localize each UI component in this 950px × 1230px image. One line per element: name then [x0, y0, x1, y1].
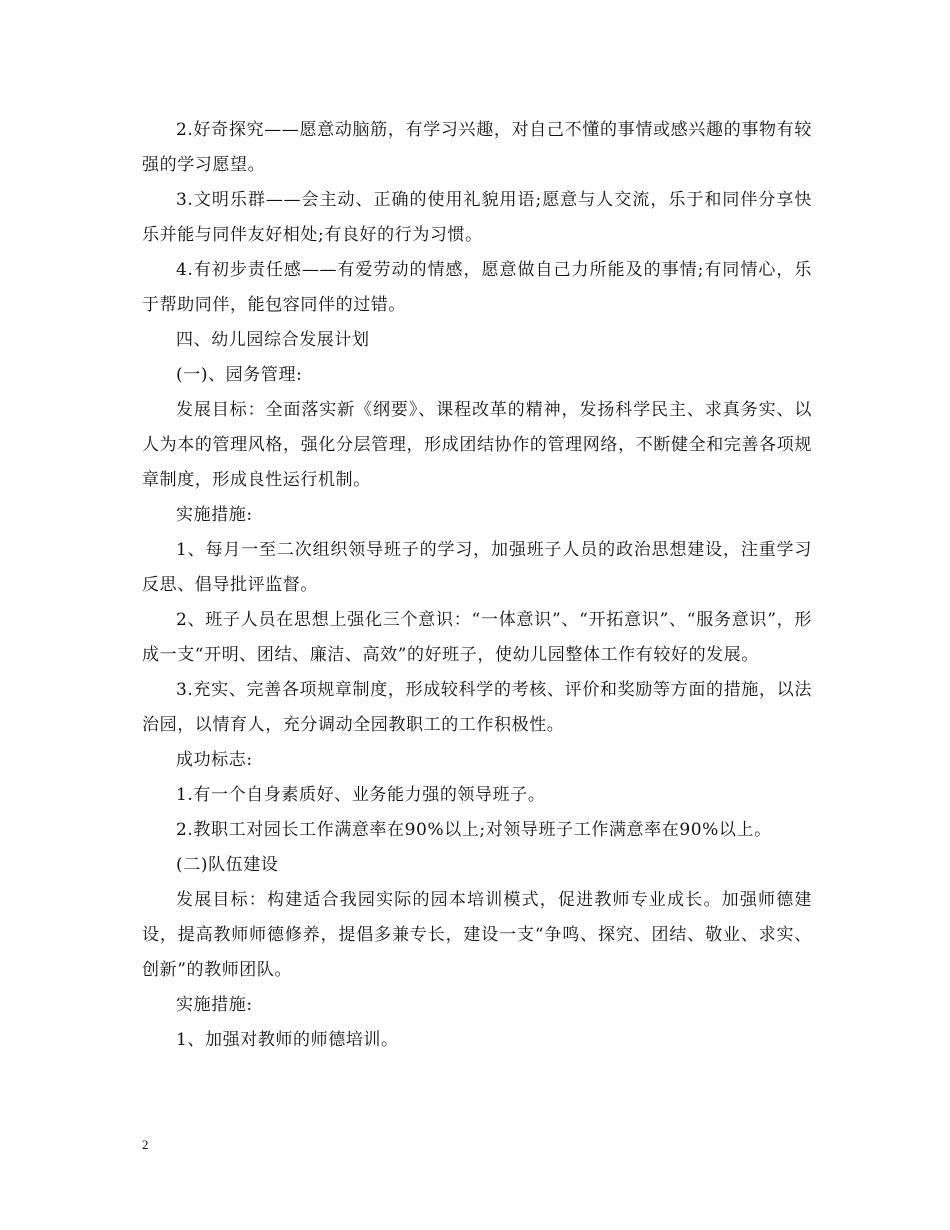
label-team-measures: 实施措施: [176, 995, 253, 1015]
paragraph-responsibility: 4.有初步责任感——有爱劳动的情感，愿意做自己力所能及的事情;有同情心，乐于帮助同伴，能包容同伴的过错。 [142, 260, 812, 315]
paragraph-indicator-1: 1.有一个自身素质好、业务能力强的领导班子。 [176, 785, 546, 805]
page-number: 2 [142, 1137, 149, 1152]
paragraph-curiosity: 2.好奇探究——愿意动脑筋，有学习兴趣，对自己不懂的事情或感兴趣的事物有较强的学习愿望。 [142, 120, 812, 175]
paragraph-measure-1: 1、每月一至二次组织领导班子的学习，加强班子人员的政治思想建设，注重学习反思、倡导批评监督。 [142, 540, 812, 595]
paragraph-management-goal: 发展目标：全面落实新《纲要》、课程改革的精神，发扬科学民主、求真务实、以人为本的管理风格，强化分层管理，形成团结协作的管理网络，不断健全和完善各项规章制度，形成良性运行机制。 [142, 400, 812, 490]
paragraph-indicator-2: 2.教职工对园长工作满意率在90%以上;对领导班子工作满意率在90%以上。 [176, 820, 772, 840]
document-body [142, 113, 812, 1058]
subsection-heading-team-building: (二)队伍建设 [176, 855, 279, 875]
paragraph-civility: 3.文明乐群——会主动、正确的使用礼貌用语;愿意与人交流，乐于和同伴分享快乐并能与同伴友好相处;有良好的行为习惯。 [142, 190, 812, 245]
subsection-heading-management: (一)、园务管理: [176, 365, 303, 385]
paragraph-measure-3: 3.充实、完善各项规章制度，形成较科学的考核、评价和奖励等方面的措施，以法治园，以情育人，充分调动全园教职工的工作积极性。 [142, 680, 812, 735]
label-measures: 实施措施: [176, 505, 253, 525]
paragraph-team-measure-1: 1、加强对教师的师德培训。 [176, 1030, 399, 1050]
label-success-indicators: 成功标志: [176, 750, 253, 770]
paragraph-measure-2: 2、班子人员在思想上强化三个意识：“一体意识”、“开拓意识”、“服务意识”，形成一支“开明、团结、廉洁、高效”的好班子，使幼儿园整体工作有较好的发展。 [142, 610, 812, 665]
section-heading-development-plan: 四、幼儿园综合发展计划 [176, 330, 370, 350]
paragraph-team-goal: 发展目标：构建适合我园实际的园本培训模式，促进教师专业成长。加强师德建设，提高教师师德修养，提倡多兼专长，建设一支“争鸣、探究、团结、敬业、求实、创新”的教师团队。 [142, 890, 812, 980]
